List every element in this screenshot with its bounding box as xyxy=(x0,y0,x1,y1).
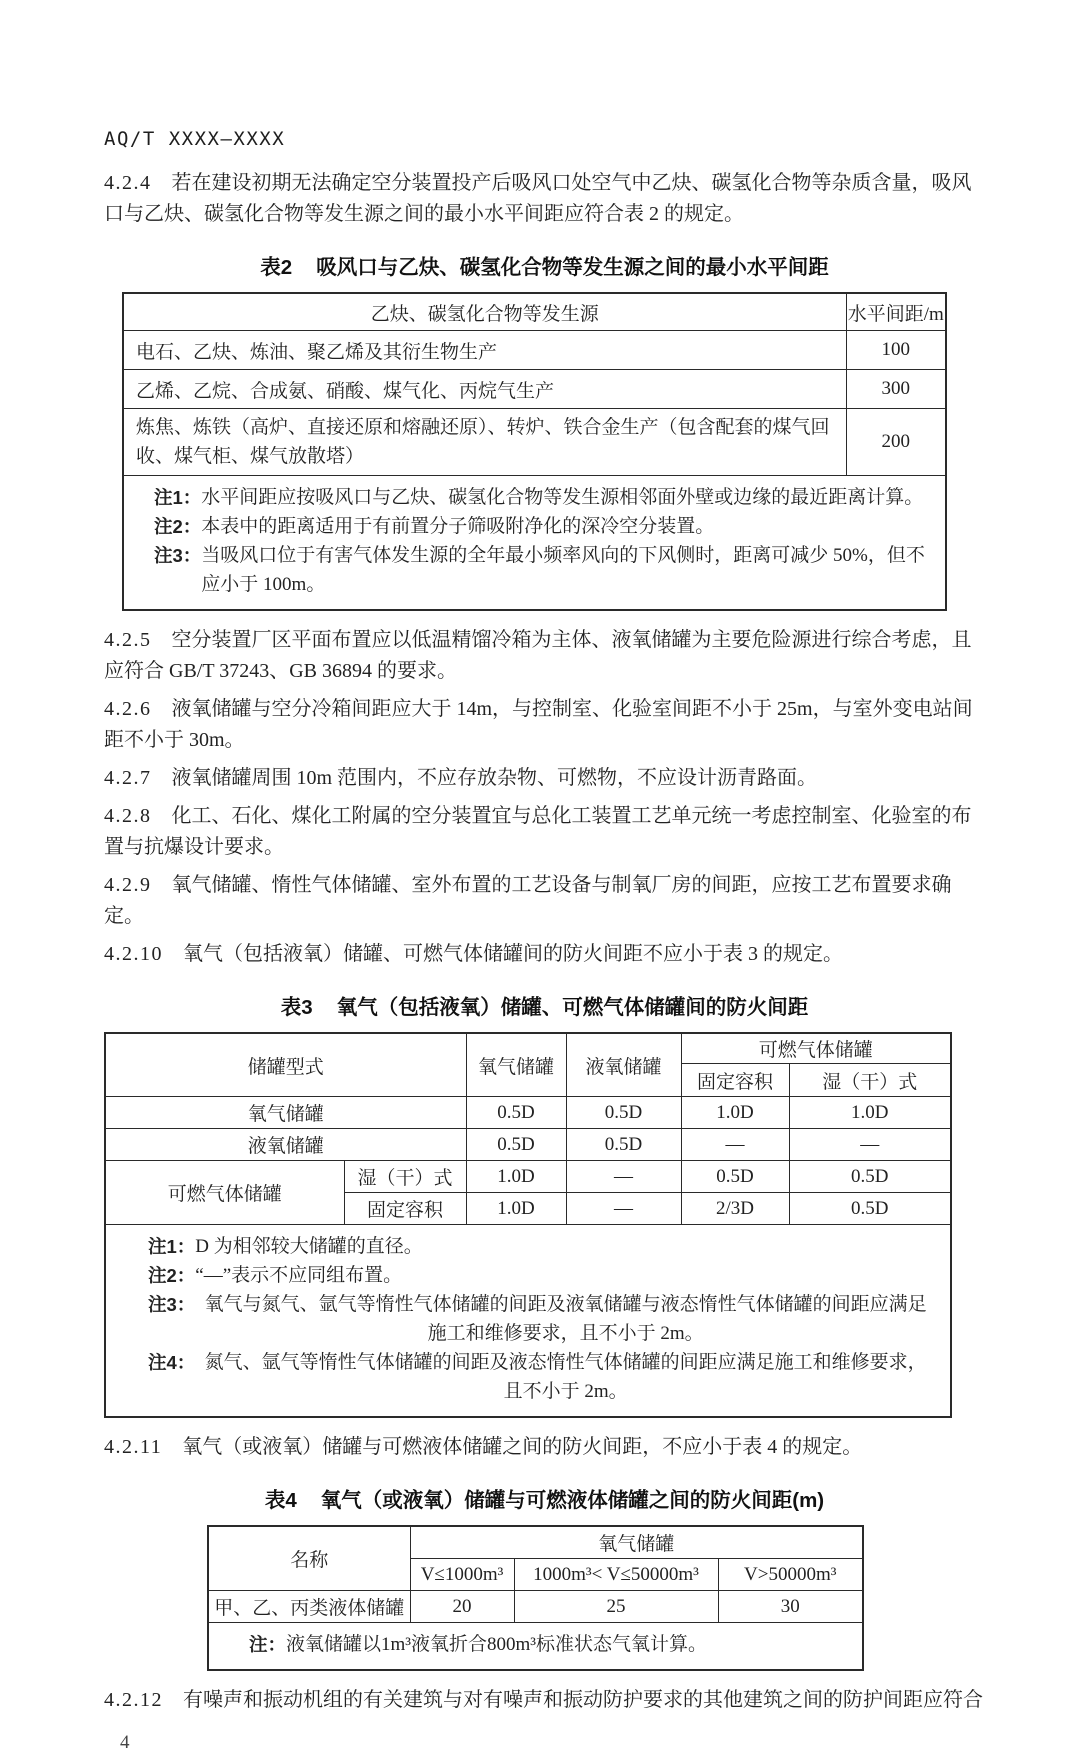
t3-rowlabel-fixed: 固定容积 xyxy=(344,1193,466,1225)
note-label: 注1： xyxy=(154,487,202,508)
section-number: 4.2.9 xyxy=(104,874,152,896)
section-4-2-4 xyxy=(104,168,985,230)
table3-caption xyxy=(104,990,985,1020)
t3-rowlabel-oxygen: 氧气储罐 xyxy=(105,1097,466,1129)
section-number: 4.2.11 xyxy=(104,1436,163,1458)
table-cell: 30 xyxy=(718,1591,863,1623)
table-note xyxy=(148,1232,936,1261)
table-cell: 20 xyxy=(410,1591,514,1623)
table-row xyxy=(105,1129,951,1161)
table-cell: 0.5D xyxy=(789,1161,951,1193)
table-cell: 电石、乙炔、炼油、聚乙烯及其衍生物生产 xyxy=(123,331,846,370)
t3-header-flammable-group: 可燃气体储罐 xyxy=(681,1033,951,1064)
section-text: 若在建设初期无法确定空分装置投产后吸风口处空气中乙炔、碳氢化合物等杂质含量，吸风口与乙炔、碳氢化合物等发生源之间的最小水平间距应符合表 2 的规定。 xyxy=(104,172,972,225)
section-text: 空分装置厂区平面布置应以低温精馏冷箱为主体、液氧储罐为主要危险源进行综合考虑，且应符合 GB/T 37243、GB 36894 的要求。 xyxy=(104,629,972,682)
table-cell: 0.5D xyxy=(566,1097,681,1129)
t3-header-tank-type: 储罐型式 xyxy=(105,1033,466,1097)
t3-header-wet: 湿（干）式 xyxy=(789,1064,951,1097)
table-row xyxy=(105,1225,951,1418)
t4-header-vol-large: V>50000m³ xyxy=(718,1559,863,1591)
table-cell: 0.5D xyxy=(789,1193,951,1225)
table-row xyxy=(105,1033,951,1064)
table4-label: 表4 xyxy=(264,1489,297,1512)
page-number: 4 xyxy=(120,1732,130,1753)
table-note xyxy=(148,1261,936,1290)
table-note xyxy=(148,1348,936,1406)
table-cell: 200 xyxy=(846,409,946,476)
table-cell: — xyxy=(566,1161,681,1193)
note-text: 氮气、氩气等惰性气体储罐的间距及液态惰性气体储罐的间距应满足施工和维修要求，且不小于 2m。 xyxy=(204,1352,927,1402)
note-text: 当吸风口位于有害气体发生源的全年最小频率风向的下风侧时，距离可减少 50%，但不应小于 100m。 xyxy=(201,545,925,595)
section-number: 4.2.7 xyxy=(104,767,152,789)
table-cell: — xyxy=(566,1193,681,1225)
table-note xyxy=(154,512,931,541)
table-cell: 炼焦、炼铁（高炉、直接还原和熔融还原）、转炉、铁合金生产（包含配套的煤气回收、煤气柜、煤气放散塔） xyxy=(123,409,846,476)
t4-header-oxygen-group: 氧气储罐 xyxy=(410,1526,863,1559)
note-label: 注1： xyxy=(148,1236,196,1257)
section-number: 4.2.10 xyxy=(104,943,163,965)
section-number: 4.2.12 xyxy=(104,1689,163,1711)
t4-header-name: 名称 xyxy=(208,1526,410,1591)
table-note xyxy=(154,541,931,599)
table3-title: 氧气（包括液氧）储罐、可燃气体储罐间的防火间距 xyxy=(336,996,809,1019)
table-note xyxy=(148,1290,936,1348)
table-row xyxy=(123,293,946,331)
note-label: 注： xyxy=(249,1634,287,1655)
section-4-2-8 xyxy=(104,801,985,863)
t3-rowlabel-wet: 湿（干）式 xyxy=(344,1161,466,1193)
table2 xyxy=(122,292,947,611)
t3-rowlabel-flammable: 可燃气体储罐 xyxy=(105,1161,344,1225)
table-cell: 1.0D xyxy=(789,1097,951,1129)
section-number: 4.2.4 xyxy=(104,172,152,194)
note-text: “—”表示不应同组布置。 xyxy=(195,1265,403,1286)
table-cell: 1.0D xyxy=(466,1161,566,1193)
table4-title: 氧气（或液氧）储罐与可燃液体储罐之间的防火间距(m) xyxy=(320,1489,825,1512)
table-row xyxy=(208,1591,863,1623)
note-text: D 为相邻较大储罐的直径。 xyxy=(195,1236,423,1257)
table2-label: 表2 xyxy=(260,256,293,279)
note-text: 水平间距应按吸风口与乙炔、碳氢化合物等发生源相邻面外壁或边缘的最近距离计算。 xyxy=(201,487,924,508)
table-cell: 1.0D xyxy=(681,1097,789,1129)
section-4-2-10 xyxy=(104,939,985,970)
table-cell: 25 xyxy=(514,1591,718,1623)
table-cell: 300 xyxy=(846,370,946,409)
section-number: 4.2.8 xyxy=(104,805,152,827)
section-text: 液氧储罐周围 10m 范围内，不应存放杂物、可燃物，不应设计沥青路面。 xyxy=(171,767,818,789)
note-label: 注3： xyxy=(154,545,202,566)
table3-label: 表3 xyxy=(280,996,313,1019)
section-4-2-5 xyxy=(104,625,985,687)
table-row xyxy=(123,476,946,611)
t2-header-distance: 水平间距/m xyxy=(846,293,946,331)
t3-header-fixed: 固定容积 xyxy=(681,1064,789,1097)
t3-notes xyxy=(105,1225,951,1418)
table-cell: 100 xyxy=(846,331,946,370)
t2-notes xyxy=(123,476,946,611)
t3-header-oxygen: 氧气储罐 xyxy=(466,1033,566,1097)
table-row xyxy=(123,409,946,476)
section-4-2-12 xyxy=(104,1685,985,1716)
t4-header-vol-mid: 1000m³< V≤50000m³ xyxy=(514,1559,718,1591)
table-row xyxy=(208,1526,863,1559)
note-label: 注3： xyxy=(148,1294,196,1315)
table-cell: 1.0D xyxy=(466,1193,566,1225)
section-number: 4.2.6 xyxy=(104,698,152,720)
table2-caption xyxy=(104,250,985,280)
table-cell: — xyxy=(681,1129,789,1161)
section-text: 氧气（包括液氧）储罐、可燃气体储罐间的防火间距不应小于表 3 的规定。 xyxy=(183,943,843,965)
table4 xyxy=(207,1525,864,1671)
table-cell: 0.5D xyxy=(681,1161,789,1193)
table2-title: 吸风口与乙炔、碳氢化合物等发生源之间的最小水平间距 xyxy=(316,256,829,279)
table-cell: — xyxy=(789,1129,951,1161)
section-number: 4.2.5 xyxy=(104,629,152,651)
table-cell: 0.5D xyxy=(466,1129,566,1161)
t3-rowlabel-lox: 液氧储罐 xyxy=(105,1129,466,1161)
table-cell: 0.5D xyxy=(566,1129,681,1161)
section-4-2-11 xyxy=(104,1432,985,1463)
table-cell: 2/3D xyxy=(681,1193,789,1225)
section-4-2-7 xyxy=(104,763,985,794)
document-header: AQ/T XXXX—XXXX xyxy=(104,128,286,150)
table-note xyxy=(154,483,931,512)
t2-header-source: 乙炔、碳氢化合物等发生源 xyxy=(123,293,846,331)
table-row xyxy=(105,1161,951,1193)
t4-header-vol-small: V≤1000m³ xyxy=(410,1559,514,1591)
note-label: 注2： xyxy=(148,1265,196,1286)
table-row xyxy=(208,1623,863,1671)
t3-header-lox: 液氧储罐 xyxy=(566,1033,681,1097)
section-text: 有噪声和振动机组的有关建筑与对有噪声和振动防护要求的其他建筑之间的防护间距应符合 xyxy=(183,1689,983,1711)
table4-caption xyxy=(104,1483,985,1513)
note-text: 液氧储罐以1m³液氧折合800m³标准状态气氧计算。 xyxy=(286,1634,707,1655)
t4-notes xyxy=(208,1623,863,1671)
t4-rowlabel-liquid-tanks: 甲、乙、丙类液体储罐 xyxy=(208,1591,410,1623)
section-4-2-9 xyxy=(104,870,985,932)
note-text: 氧气与氮气、氩气等惰性气体储罐的间距及液氧储罐与液态惰性气体储罐的间距应满足施工和维修要求，且不小于 2m。 xyxy=(204,1294,927,1344)
table-cell: 乙烯、乙烷、合成氨、硝酸、煤气化、丙烷气生产 xyxy=(123,370,846,409)
section-text: 化工、石化、煤化工附属的空分装置宜与总化工装置工艺单元统一考虑控制室、化验室的布置与抗爆设计要求。 xyxy=(104,805,972,858)
section-text: 液氧储罐与空分冷箱间距应大于 14m，与控制室、化验室间距不小于 25m，与室外变电站间距不小于 30m。 xyxy=(104,698,973,751)
table-row xyxy=(105,1097,951,1129)
table-note xyxy=(249,1630,848,1659)
table-row xyxy=(123,370,946,409)
table-cell: 0.5D xyxy=(466,1097,566,1129)
table-row xyxy=(123,331,946,370)
section-text: 氧气储罐、惰性气体储罐、室外布置的工艺设备与制氧厂房的间距，应按工艺布置要求确定。 xyxy=(104,874,952,927)
section-4-2-6 xyxy=(104,694,985,756)
note-label: 注2： xyxy=(154,516,202,537)
table3 xyxy=(104,1032,952,1418)
note-text: 本表中的距离适用于有前置分子筛吸附净化的深冷空分装置。 xyxy=(201,516,715,537)
section-text: 氧气（或液氧）储罐与可燃液体储罐之间的防火间距，不应小于表 4 的规定。 xyxy=(182,1436,863,1458)
note-label: 注4： xyxy=(148,1352,196,1373)
